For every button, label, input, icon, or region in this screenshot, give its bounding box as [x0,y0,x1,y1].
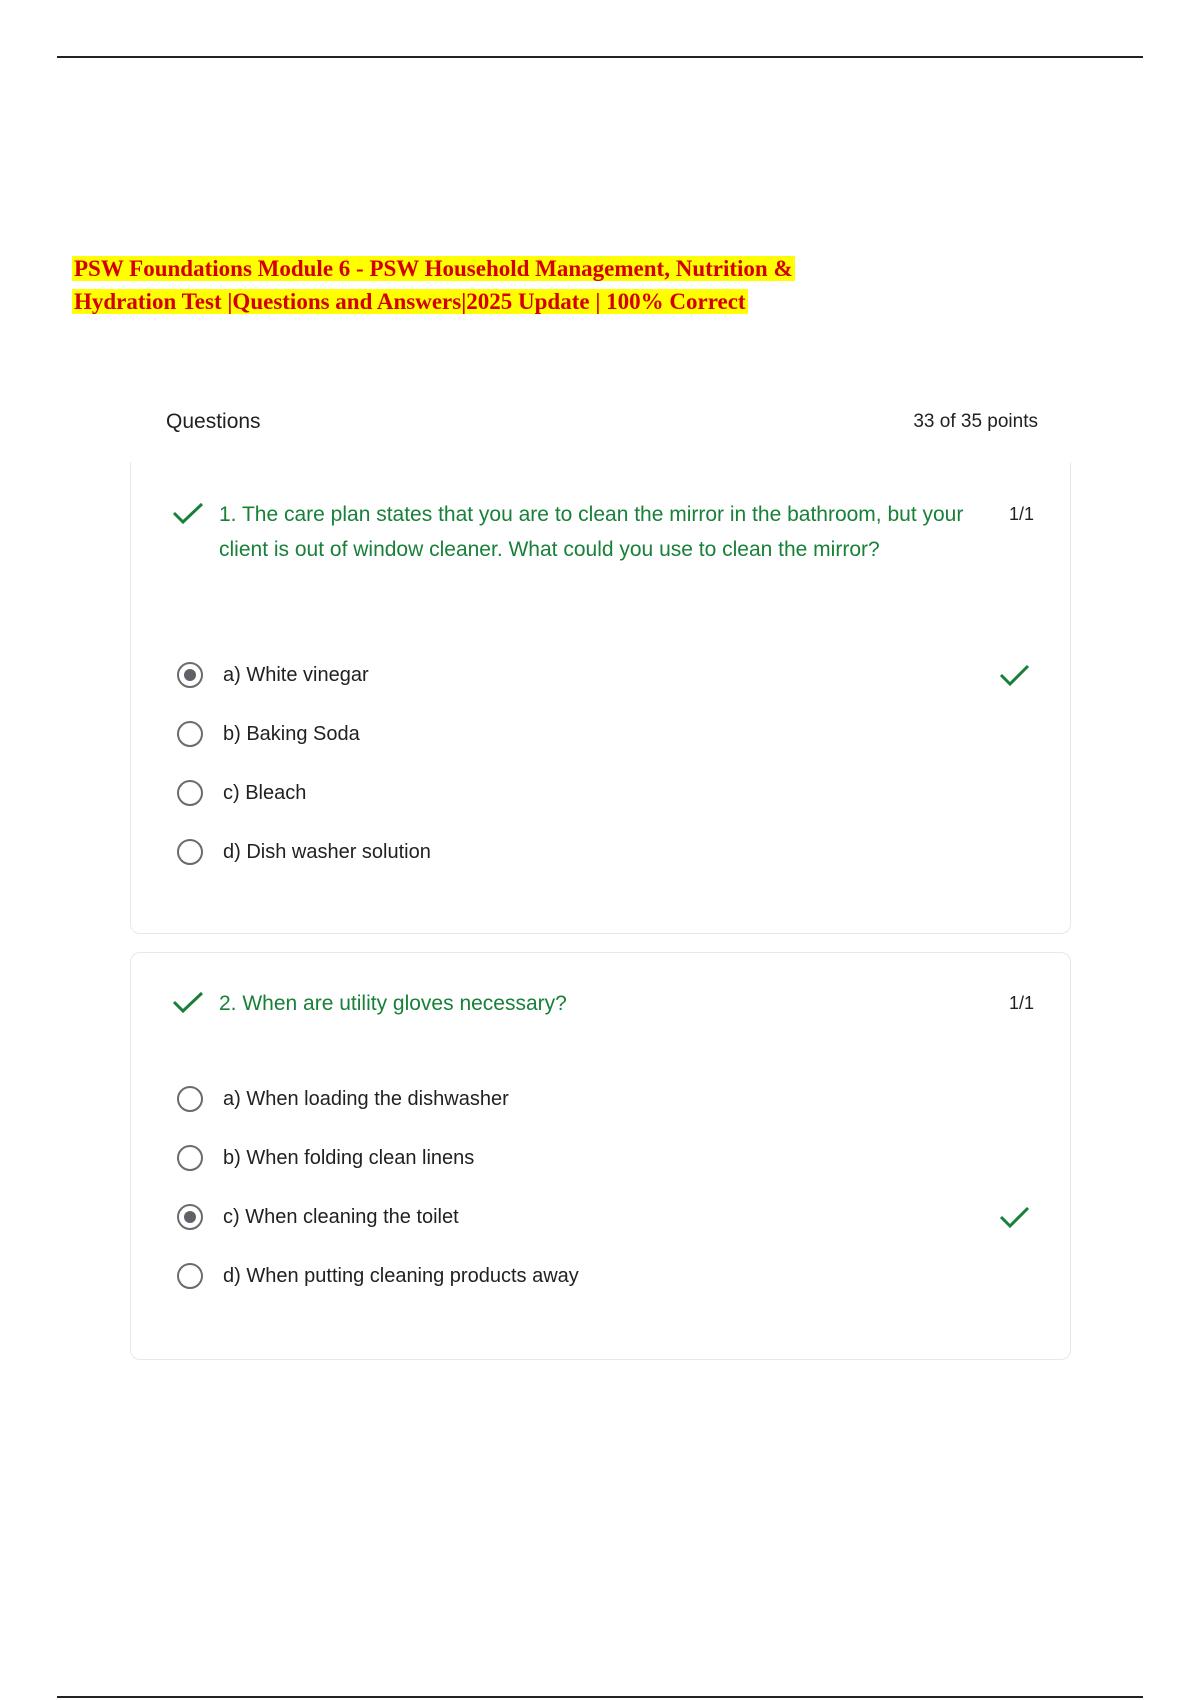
answer-option[interactable] [177,834,1030,870]
document-title-line1: PSW Foundations Module 6 - PSW Household Management, Nutrition & [74,256,793,281]
option-label: a) When loading the dishwasher [223,1087,509,1110]
radio-unselected-icon[interactable] [177,1145,203,1171]
question-score: 1/1 [1008,993,1034,1013]
checkmark-icon [171,501,205,525]
option-label: c) When cleaning the toilet [223,1205,459,1228]
total-points: 33 of 35 points [913,411,1038,432]
radio-selected-icon[interactable] [177,1204,203,1230]
option-label: b) Baking Soda [223,722,360,745]
radio-unselected-icon[interactable] [177,1263,203,1289]
question-text: 1. The care plan states that you are to clean the mirror in the bathroom, but your client is out of window cleaner. What could you use to clean the mirror? [219,503,964,561]
question-text: 2. When are utility gloves necessary? [219,992,567,1015]
radio-unselected-icon[interactable] [177,721,203,747]
radio-unselected-icon[interactable] [177,839,203,865]
question-card-1 [130,462,1071,934]
question-row-1 [171,497,1034,567]
radio-unselected-icon[interactable] [177,1086,203,1112]
option-label: b) When folding clean linens [223,1146,475,1169]
option-label: a) White vinegar [223,663,369,686]
question-row-2 [171,986,1034,1021]
answer-option[interactable] [177,657,1030,693]
answer-option[interactable] [177,1199,1030,1235]
question-card-2 [130,952,1071,1360]
question-score: 1/1 [1008,504,1034,524]
option-label: c) Bleach [223,781,307,804]
bottom-rule [57,1696,1143,1698]
option-label: d) When putting cleaning products away [223,1264,579,1287]
top-rule [57,56,1143,58]
correct-checkmark-icon [998,663,1030,687]
answer-option[interactable] [177,1140,1030,1176]
option-label: d) Dish washer solution [223,840,431,863]
answer-option[interactable] [177,716,1030,752]
radio-selected-icon[interactable] [177,662,203,688]
checkmark-icon [171,990,205,1014]
questions-section-label: Questions [166,410,261,433]
questions-header [166,410,1038,434]
answer-option[interactable] [177,1081,1030,1117]
document-title-line2: Hydration Test |Questions and Answers|2025 Update | 100% Correct [74,289,746,314]
radio-unselected-icon[interactable] [177,780,203,806]
document-title [72,252,972,318]
answer-option[interactable] [177,775,1030,811]
correct-checkmark-icon [998,1205,1030,1229]
answer-option[interactable] [177,1258,1030,1294]
